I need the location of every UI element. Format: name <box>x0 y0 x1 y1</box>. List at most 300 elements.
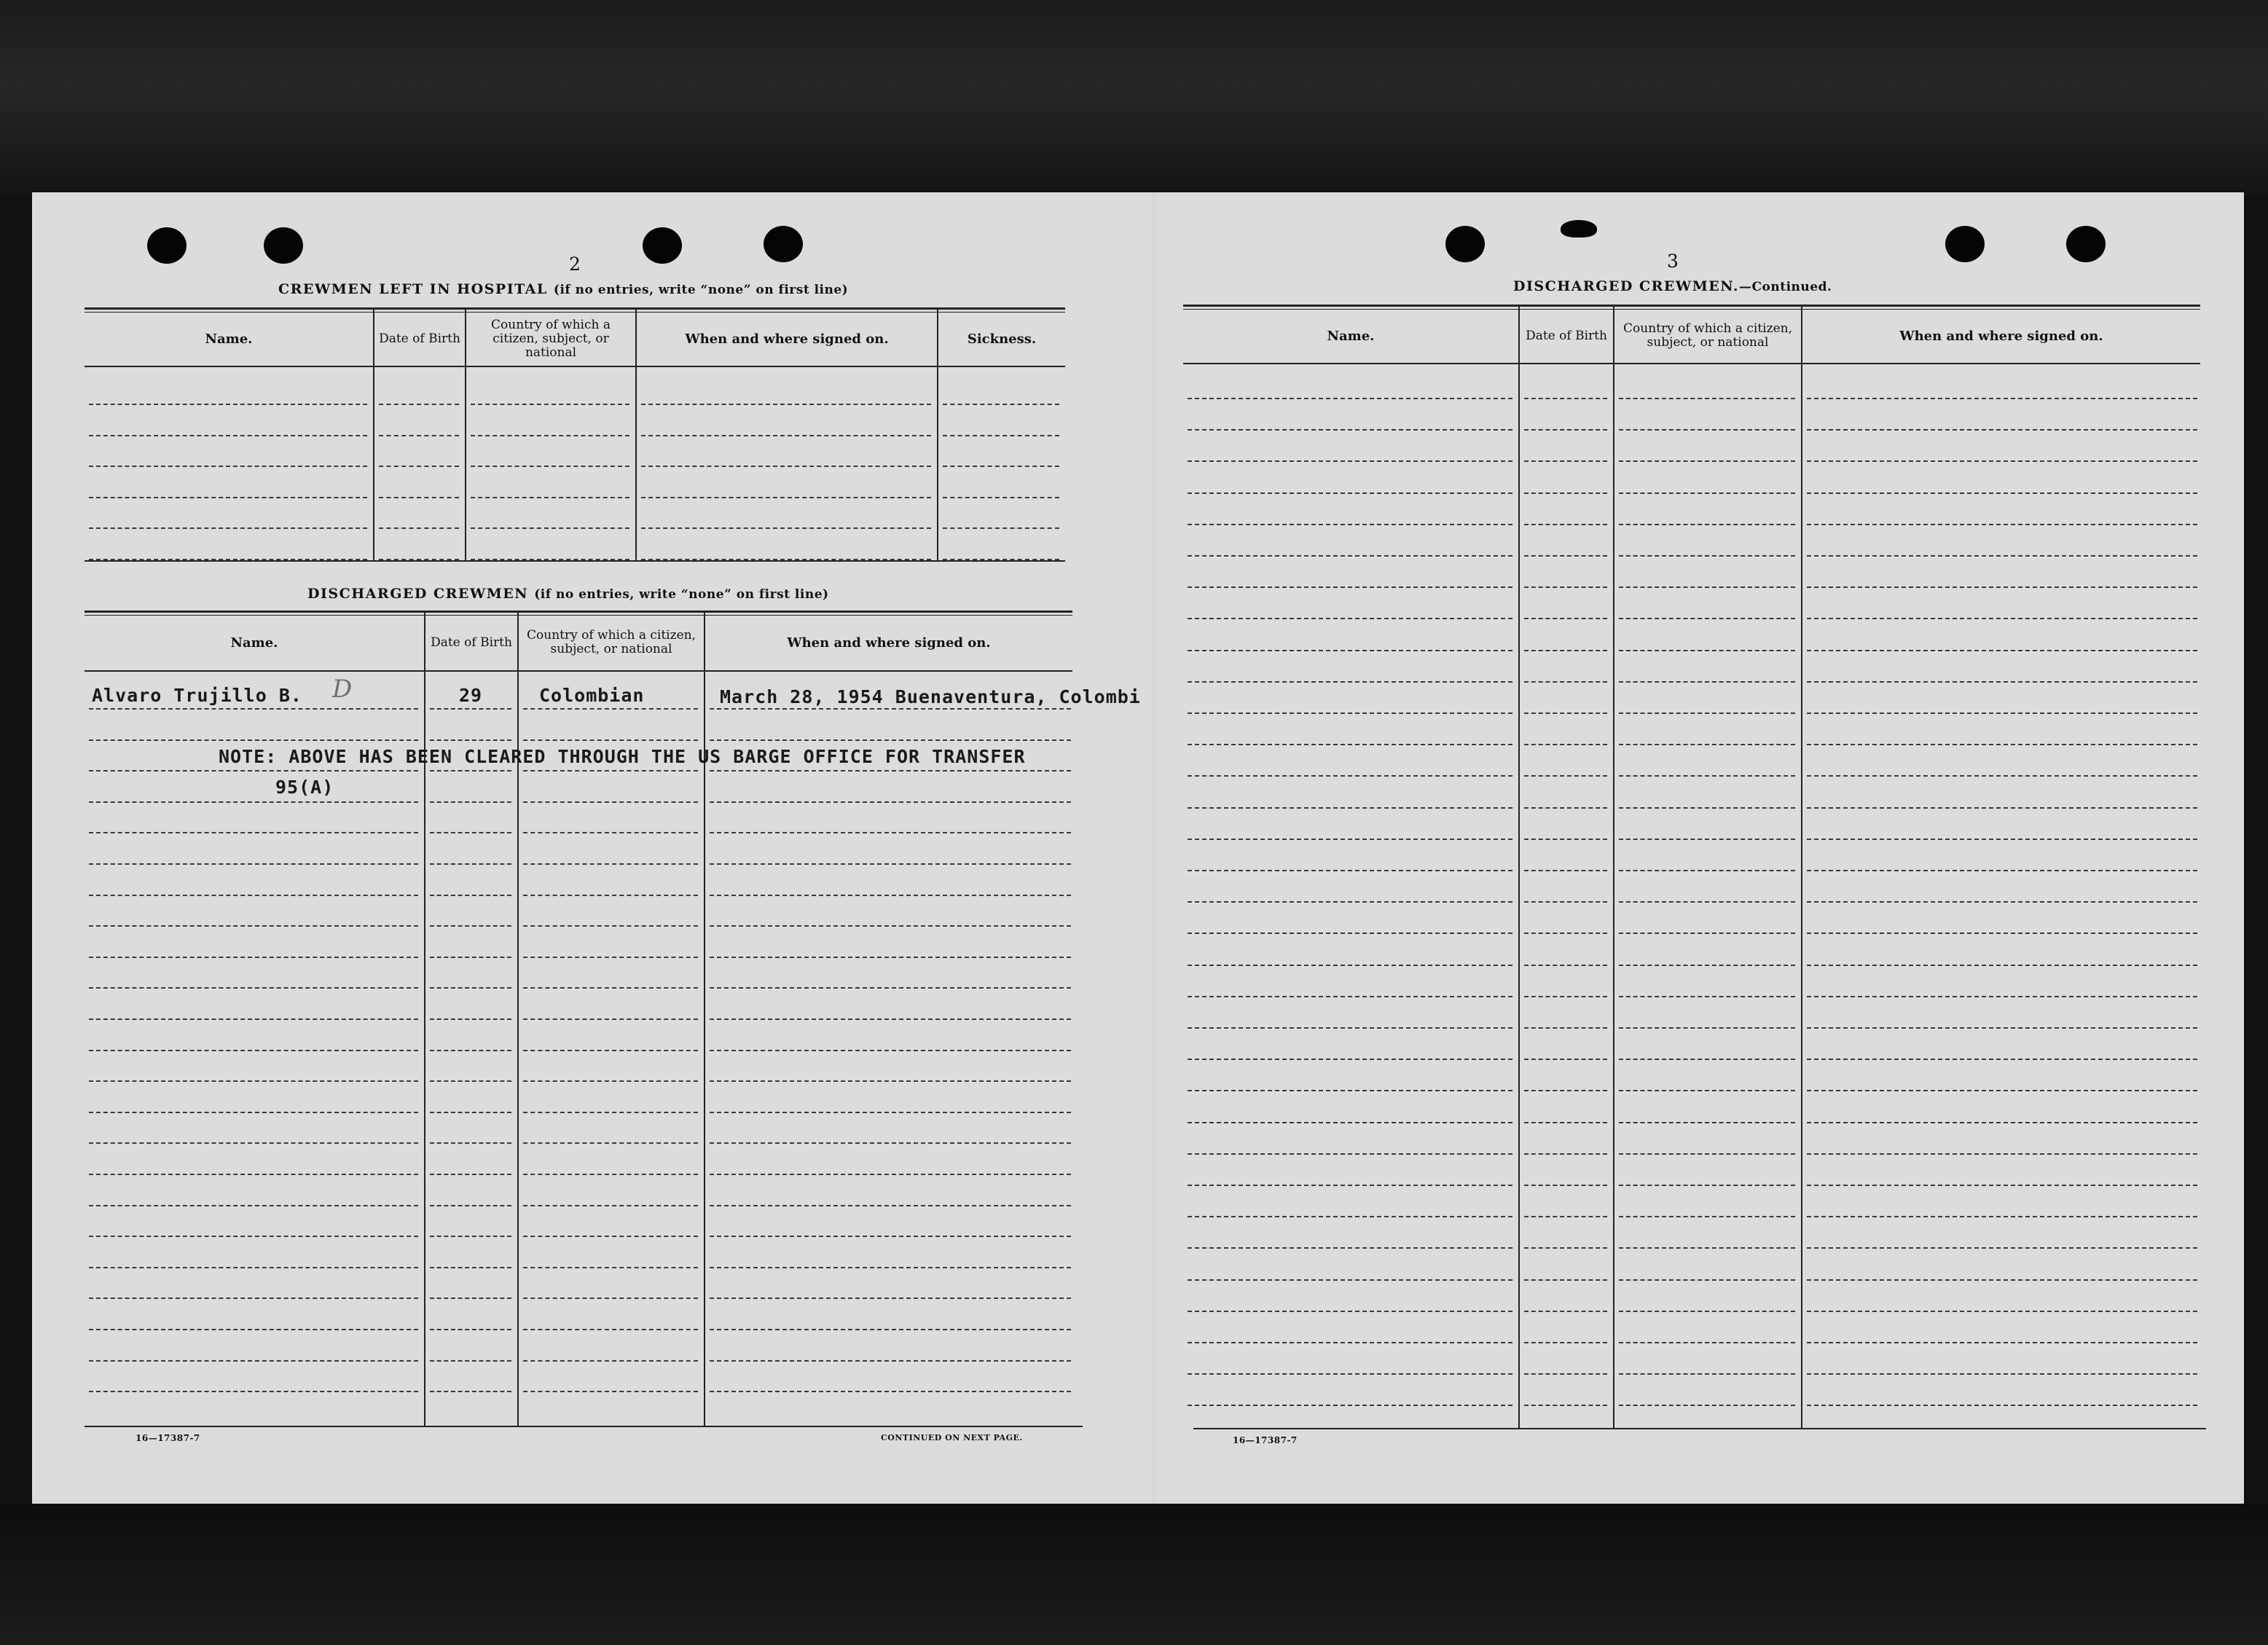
row-rule <box>430 1267 511 1268</box>
row-rule <box>430 801 511 803</box>
right-title-suffix: —Continued. <box>1739 280 1832 294</box>
row-rule <box>523 863 698 865</box>
row-rule <box>89 1174 418 1175</box>
row-rule <box>1619 1342 1795 1343</box>
row-rule <box>1188 650 1512 651</box>
row-rule <box>1188 1373 1512 1375</box>
row-rule <box>1619 775 1795 777</box>
discharged-section-title <box>307 586 829 602</box>
row-rule <box>1619 1153 1795 1155</box>
row-rule <box>1188 492 1512 494</box>
row-rule <box>1807 712 2197 714</box>
row-rule <box>89 497 367 498</box>
row-rule <box>523 1050 698 1051</box>
row-rule <box>710 1297 1071 1299</box>
row-rule <box>710 1080 1071 1082</box>
row-rule <box>641 497 931 498</box>
row-rule <box>943 497 1059 498</box>
row-rule <box>1524 429 1607 431</box>
row-rule <box>1807 870 2197 871</box>
row-rule <box>1807 933 2197 934</box>
row-rule <box>710 770 1071 772</box>
row-rule <box>1619 1311 1795 1312</box>
row-rule <box>1188 1311 1512 1312</box>
row-rule <box>430 1050 511 1051</box>
row-rule <box>1524 996 1607 997</box>
right-col-dob: Date of Birth <box>1526 328 1607 343</box>
note-code: 95(A) <box>275 777 334 798</box>
row-rule <box>1188 933 1512 934</box>
row-rule <box>1524 1090 1607 1091</box>
row-rule <box>1619 901 1795 903</box>
row-rule <box>1188 1247 1512 1249</box>
row-rule <box>1188 1216 1512 1217</box>
row-rule <box>430 1112 511 1113</box>
row-rule <box>1524 1405 1607 1406</box>
row-rule <box>471 497 629 498</box>
row-rule <box>710 1360 1071 1362</box>
row-rule <box>523 770 698 772</box>
punch-hole <box>1561 220 1597 237</box>
row-rule <box>710 739 1071 741</box>
hospital-title-sub: (if no entries, write “none” on first line) <box>553 283 849 297</box>
column-divider <box>465 309 466 562</box>
row-rule <box>89 559 367 560</box>
table-rule <box>1183 305 2200 307</box>
row-rule <box>471 435 629 436</box>
column-divider <box>704 612 705 1427</box>
row-rule <box>89 1205 418 1206</box>
row-rule <box>1188 775 1512 777</box>
row-rule <box>379 559 459 560</box>
row-rule <box>1619 398 1795 399</box>
row-rule <box>523 957 698 958</box>
row-rule <box>523 1205 698 1206</box>
row-rule <box>89 435 367 436</box>
row-rule <box>1188 1185 1512 1186</box>
row-rule <box>1619 933 1795 934</box>
column-divider <box>424 612 425 1427</box>
row-rule <box>1807 1059 2197 1060</box>
row-rule <box>1807 1122 2197 1123</box>
row-rule <box>471 559 629 560</box>
row-rule <box>1807 1090 2197 1091</box>
row-rule <box>89 1360 418 1362</box>
table-rule <box>85 366 1065 367</box>
row-rule <box>430 832 511 833</box>
row-rule <box>943 466 1059 467</box>
page-number: 2 <box>569 254 581 275</box>
row-rule <box>710 1050 1071 1051</box>
row-rule <box>89 1329 418 1330</box>
row-rule <box>1807 524 2197 525</box>
row-rule <box>1524 870 1607 871</box>
row-rule <box>430 895 511 896</box>
row-rule <box>1188 1279 1512 1281</box>
row-rule <box>1188 965 1512 966</box>
row-rule <box>1619 807 1795 809</box>
row-rule <box>89 1080 418 1082</box>
row-rule <box>1807 965 2197 966</box>
row-rule <box>1188 555 1512 557</box>
row-rule <box>1188 996 1512 997</box>
row-rule <box>523 895 698 896</box>
row-rule <box>710 925 1071 927</box>
discharged-title-text: DISCHARGED CREWMEN <box>307 586 529 602</box>
row-rule <box>430 987 511 989</box>
row-rule <box>1807 460 2197 462</box>
hospital-col-signed: When and where signed on. <box>685 331 889 347</box>
row-rule <box>1188 1342 1512 1343</box>
row-rule <box>641 527 931 529</box>
row-rule <box>1807 618 2197 619</box>
row-rule <box>523 1297 698 1299</box>
row-rule <box>1619 839 1795 840</box>
row-rule <box>523 1142 698 1144</box>
right-col-country: Country of which a citizen, subject, or national <box>1623 321 1792 350</box>
row-rule <box>1188 744 1512 745</box>
table-rule <box>1193 1428 2206 1429</box>
row-rule <box>89 987 418 989</box>
row-rule <box>89 770 418 772</box>
row-rule <box>1524 775 1607 777</box>
row-rule <box>1807 807 2197 809</box>
row-rule <box>430 925 511 927</box>
row-rule <box>1619 712 1795 714</box>
right-section-title <box>1513 278 1832 294</box>
row-rule <box>1807 1247 2197 1249</box>
row-rule <box>430 1391 511 1392</box>
row-rule <box>710 1018 1071 1020</box>
row-rule <box>1807 650 2197 651</box>
row-rule <box>89 1236 418 1237</box>
row-rule <box>430 1080 511 1082</box>
handwritten-mark: D <box>332 675 353 704</box>
row-rule <box>1619 586 1795 588</box>
row-rule <box>1188 1027 1512 1029</box>
row-rule <box>710 708 1071 710</box>
row-rule <box>1524 1311 1607 1312</box>
row-rule <box>1807 744 2197 745</box>
row-rule <box>523 708 698 710</box>
row-rule <box>523 832 698 833</box>
punch-hole <box>643 227 682 264</box>
row-rule <box>1524 492 1607 494</box>
row-rule <box>1188 681 1512 683</box>
row-rule <box>710 1142 1071 1144</box>
punch-hole <box>264 227 303 264</box>
row-rule <box>710 832 1071 833</box>
row-rule <box>1524 712 1607 714</box>
row-rule <box>1807 1185 2197 1186</box>
row-rule <box>710 863 1071 865</box>
row-rule <box>943 435 1059 436</box>
entry-name: Alvaro Trujillo B. <box>92 685 302 706</box>
row-rule <box>710 1391 1071 1392</box>
row-rule <box>523 801 698 803</box>
row-rule <box>89 739 418 741</box>
column-divider <box>1613 306 1614 1429</box>
row-rule <box>1807 1405 2197 1406</box>
punch-hole <box>1945 226 1985 262</box>
row-rule <box>1619 524 1795 525</box>
row-rule <box>710 1174 1071 1175</box>
row-rule <box>1524 933 1607 934</box>
row-rule <box>1619 429 1795 431</box>
row-rule <box>1619 1216 1795 1217</box>
row-rule <box>89 527 367 529</box>
row-rule <box>1807 901 2197 903</box>
discharged-col-name: Name. <box>230 635 278 651</box>
table-rule <box>85 1426 1083 1427</box>
hospital-title-text: CREWMEN LEFT IN HOSPITAL <box>278 281 548 297</box>
hospital-col-sickness: Sickness. <box>967 331 1037 347</box>
row-rule <box>430 1142 511 1144</box>
hospital-col-name: Name. <box>205 331 253 347</box>
row-rule <box>1619 1185 1795 1186</box>
discharged-col-dob: Date of Birth <box>431 635 512 650</box>
row-rule <box>641 404 931 405</box>
row-rule <box>379 466 459 467</box>
film-bottom-border <box>0 1504 2268 1645</box>
row-rule <box>1807 1216 2197 1217</box>
row-rule <box>1619 1373 1795 1375</box>
table-rule <box>85 615 1072 616</box>
table-rule <box>85 307 1065 310</box>
row-rule <box>89 404 367 405</box>
row-rule <box>1524 901 1607 903</box>
punch-hole <box>2066 226 2106 262</box>
row-rule <box>1188 460 1512 462</box>
discharged-col-country: Country of which a citizen, subject, or national <box>527 628 696 656</box>
row-rule <box>1807 1153 2197 1155</box>
continued-note: CONTINUED ON NEXT PAGE. <box>881 1433 1023 1442</box>
row-rule <box>430 708 511 710</box>
row-rule <box>379 404 459 405</box>
row-rule <box>1524 1153 1607 1155</box>
row-rule <box>1188 901 1512 903</box>
row-rule <box>1188 1405 1512 1406</box>
row-rule <box>1619 1027 1795 1029</box>
row-rule <box>641 466 931 467</box>
column-divider <box>1518 306 1520 1429</box>
row-rule <box>89 708 418 710</box>
row-rule <box>1807 492 2197 494</box>
film-top-border <box>0 0 2268 195</box>
row-rule <box>710 1329 1071 1330</box>
row-rule <box>1807 839 2197 840</box>
row-rule <box>1807 586 2197 588</box>
row-rule <box>1807 1373 2197 1375</box>
right-title-text: DISCHARGED CREWMEN. <box>1513 278 1740 294</box>
row-rule <box>1524 1185 1607 1186</box>
row-rule <box>430 1236 511 1237</box>
row-rule <box>1524 1216 1607 1217</box>
row-rule <box>430 863 511 865</box>
discharged-col-signed: When and where signed on. <box>787 635 991 651</box>
row-rule <box>1807 996 2197 997</box>
row-rule <box>1807 398 2197 399</box>
row-rule <box>1619 870 1795 871</box>
row-rule <box>1524 1247 1607 1249</box>
row-rule <box>1188 429 1512 431</box>
row-rule <box>943 527 1059 529</box>
row-rule <box>1524 1279 1607 1281</box>
row-rule <box>1524 650 1607 651</box>
row-rule <box>89 1112 418 1113</box>
row-rule <box>430 1205 511 1206</box>
row-rule <box>1619 555 1795 557</box>
row-rule <box>523 739 698 741</box>
row-rule <box>430 1329 511 1330</box>
row-rule <box>89 863 418 865</box>
row-rule <box>641 559 931 560</box>
right-col-name: Name. <box>1327 328 1375 344</box>
row-rule <box>430 1174 511 1175</box>
row-rule <box>89 895 418 896</box>
discharged-title-sub: (if no entries, write “none” on first line) <box>534 587 829 602</box>
row-rule <box>430 1360 511 1362</box>
row-rule <box>1619 1059 1795 1060</box>
hospital-col-country: Country of which a citizen, subject, or national <box>491 317 611 360</box>
row-rule <box>1524 460 1607 462</box>
row-rule <box>430 1297 511 1299</box>
row-rule <box>1619 744 1795 745</box>
row-rule <box>1619 1122 1795 1123</box>
row-rule <box>710 1112 1071 1113</box>
row-rule <box>1619 460 1795 462</box>
row-rule <box>89 957 418 958</box>
row-rule <box>1524 965 1607 966</box>
row-rule <box>379 527 459 529</box>
row-rule <box>710 957 1071 958</box>
row-rule <box>89 1297 418 1299</box>
row-rule <box>1619 1405 1795 1406</box>
row-rule <box>1807 681 2197 683</box>
row-rule <box>1619 618 1795 619</box>
row-rule <box>523 925 698 927</box>
table-rule <box>85 312 1065 313</box>
row-rule <box>1619 965 1795 966</box>
punch-hole <box>147 227 187 264</box>
row-rule <box>430 770 511 772</box>
row-rule <box>1807 1279 2197 1281</box>
row-rule <box>379 497 459 498</box>
transfer-note: NOTE: ABOVE HAS BEEN CLEARED THROUGH THE US BARGE OFFICE FOR TRANSFER <box>219 746 1026 767</box>
form-number-right: 16—17387-7 <box>1233 1435 1298 1445</box>
row-rule <box>379 435 459 436</box>
document-sheet <box>32 192 2244 1504</box>
row-rule <box>89 1050 418 1051</box>
row-rule <box>1188 1059 1512 1060</box>
row-rule <box>89 1267 418 1268</box>
row-rule <box>523 1360 698 1362</box>
page-fold <box>1153 192 1155 1504</box>
hospital-section-title <box>278 281 848 297</box>
row-rule <box>523 1174 698 1175</box>
row-rule <box>89 1018 418 1020</box>
row-rule <box>1524 1027 1607 1029</box>
row-rule <box>523 1267 698 1268</box>
row-rule <box>471 404 629 405</box>
row-rule <box>430 739 511 741</box>
form-number-left: 16—17387-7 <box>136 1433 200 1443</box>
row-rule <box>1619 996 1795 997</box>
row-rule <box>1807 555 2197 557</box>
page-number: 3 <box>1667 251 1679 272</box>
row-rule <box>641 435 931 436</box>
punch-hole <box>1445 226 1485 262</box>
row-rule <box>710 895 1071 896</box>
row-rule <box>89 832 418 833</box>
row-rule <box>1619 1247 1795 1249</box>
hospital-col-dob: Date of Birth <box>379 331 460 346</box>
row-rule <box>1188 712 1512 714</box>
row-rule <box>1188 1153 1512 1155</box>
row-rule <box>1524 744 1607 745</box>
row-rule <box>1807 1027 2197 1029</box>
row-rule <box>943 404 1059 405</box>
table-rule <box>1183 363 2200 364</box>
row-rule <box>430 957 511 958</box>
table-rule <box>1183 309 2200 310</box>
row-rule <box>1188 839 1512 840</box>
row-rule <box>523 1236 698 1237</box>
row-rule <box>89 466 367 467</box>
row-rule <box>1524 681 1607 683</box>
row-rule <box>1524 1122 1607 1123</box>
row-rule <box>1619 650 1795 651</box>
row-rule <box>1524 618 1607 619</box>
row-rule <box>1524 1342 1607 1343</box>
column-divider <box>1801 306 1802 1429</box>
row-rule <box>1188 524 1512 525</box>
row-rule <box>1524 839 1607 840</box>
row-rule <box>1524 524 1607 525</box>
row-rule <box>1619 681 1795 683</box>
row-rule <box>710 1205 1071 1206</box>
row-rule <box>89 1391 418 1392</box>
table-rule <box>85 670 1072 672</box>
entry-dob: 29 <box>459 685 483 706</box>
row-rule <box>1524 398 1607 399</box>
right-col-signed: When and where signed on. <box>1899 328 2103 344</box>
row-rule <box>710 1236 1071 1237</box>
row-rule <box>1188 398 1512 399</box>
entry-country: Colombian <box>539 685 645 706</box>
row-rule <box>1524 555 1607 557</box>
row-rule <box>430 1018 511 1020</box>
row-rule <box>523 1329 698 1330</box>
row-rule <box>523 1112 698 1113</box>
row-rule <box>710 1267 1071 1268</box>
row-rule <box>1619 1279 1795 1281</box>
row-rule <box>1188 618 1512 619</box>
row-rule <box>710 987 1071 989</box>
row-rule <box>523 1391 698 1392</box>
row-rule <box>1807 1311 2197 1312</box>
row-rule <box>1524 1373 1607 1375</box>
row-rule <box>471 466 629 467</box>
row-rule <box>523 1018 698 1020</box>
table-rule <box>85 560 1065 562</box>
row-rule <box>1188 1122 1512 1123</box>
row-rule <box>89 1142 418 1144</box>
row-rule <box>1807 775 2197 777</box>
row-rule <box>1807 429 2197 431</box>
row-rule <box>1188 807 1512 809</box>
row-rule <box>1524 1059 1607 1060</box>
